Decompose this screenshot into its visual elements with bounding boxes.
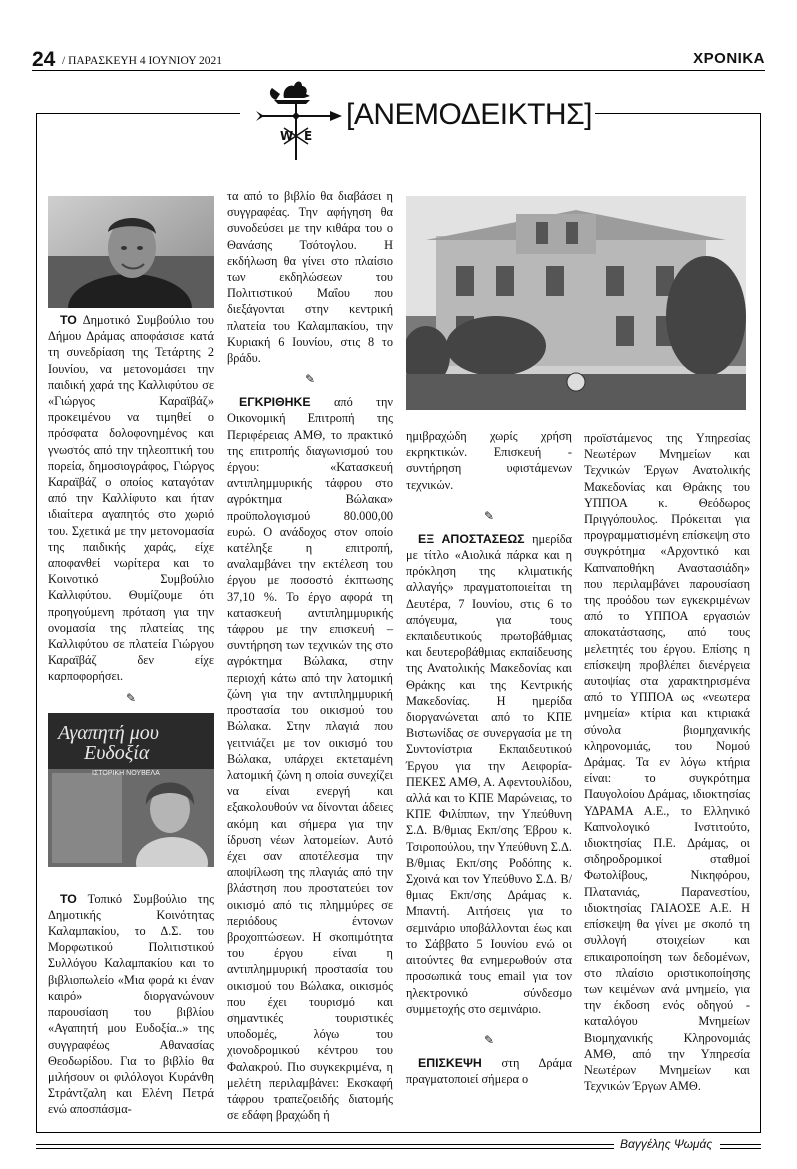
- section-name: ΧΡΟΝΙΚΑ: [693, 50, 765, 67]
- pen-nib-icon: ✎: [304, 372, 316, 387]
- footer-rule: [36, 1148, 614, 1149]
- article-2-text-part1: Τοπικό Συμβούλιο της Δημοτικής Κοινότητας Καλαμπακίου, το Δ.Σ. του Μορφωτικού Πολιτιστικού Συλλόγου Καλαμπακίου και το βιβλιοπωλείο «Μια φορά κι έναν καιρό» διοργανώνουν παρουσίαση του βιβλίου «Αγαπητή μου Ευδοξία..» της συγγραφέως Αθανασίας Θεοδωρίδου. Για το βιβλίο θα μιλήσουν οι φιλόλογοι Κυράνθη Στράντζαλη και Ελένη Πετρά ενώ αποσπάσμα-: [48, 891, 214, 1117]
- separator: [406, 507, 572, 525]
- weathervane-icon: [244, 78, 344, 160]
- page-header: [32, 48, 765, 72]
- article-2-text-part2: τα από το βιβλίο θα διαβάσει η συγγραφέας. Την αφήγηση θα συνοδεύσει με την κιθάρα του ο Θανάσης Τσότογλου. Η εκδήλωση θα γίνει στο πλαίσιο των εκδηλώσεων του Πολιτιστικού Μαΐου που διεξάγονται στην κεντρική πλατεία του Καλαμπακίου, την Κυριακή 6 Ιουνίου, στις 8 το βράδυ.: [227, 189, 393, 366]
- article-2-keyword: ΤΟ: [60, 891, 77, 906]
- article-3-keyword: ΕΓΚΡΙΘΗΚΕ: [239, 395, 311, 410]
- book-cover: [48, 713, 214, 867]
- column-2: [227, 188, 393, 1123]
- author-signature: Βαγγέλης Ψωμάς: [620, 1137, 713, 1151]
- article-3-text-part2: ημιβραχώδη χωρίς χρήση εκρηκτικών. Επισκευή - συντήρηση υφιστάμενων τεχνικών.: [406, 429, 572, 492]
- portrait-photo: [48, 196, 214, 308]
- column-1: [48, 196, 214, 1118]
- article-1-keyword: ΤΟ: [60, 313, 77, 327]
- footer-rule: [720, 1144, 761, 1145]
- article-3-text-part1: από την Οικονομική Επιτροπή της Περιφέρειας ΑΜΘ, το πρακτικό της επιτροπής διαγωνισμού του έργου: «Κατασκευή αντιπλημμυρικής τάφρου στο αγρόκτημα Βώλακα» προϋπολογισμού 80.000,00 ευρώ. Ο ανάδοχος στον οποίο κατέληξε η επιτροπή, αναλαμβάνει την εκτέλεση του έργου με ποσοστό έκπτωσης 37,10 %. Το έργο αφορά τη κατασκευή αντιπλημμυρικής τάφρου με την επισκευή – συντήρηση των τεχνικών της στο αγρόκτημα Βώλακα, στην περιοχή κάτω από την λατομική ζώνη για την αντιπλημμυρική προστασία του οικισμού του Βώλακα. Στην πλαγιά που γειτνιάζει με τον οικισμό του Βώλακα, υπάρχει εκτεταμένη λατομική ζώνη η οποία συνεχίζει να είναι ενεργή και εξακολουθούν να δίνονται άδειες ακόμη και σήμερα για την ίδρυση νέων λατομείων. Αυτό έχει σαν αποτέλεσμα την αποψίλωση της πλαγιάς από την βλάστηση που προστατεύει τον οικισμό από τις πλημμύρες σε περιόδους έντονων βροχοπτώσεων. Η σκοπιμότητα του έργου είναι η αντιπλημμυρική προστασία του οικισμού του Βώλακα, οικισμός που έχει τουρισμό και σημαντικές τουριστικές υποδομές, λόγω του χιονοδρομικού κέντρου του Φαλακρού. Πιο συγκεκριμένα, η μελέτη περιλαμβάνει: Εκσκαφή τάφρου τραπεζοειδής διατομής σε εδάφη βραχώδη ή: [227, 395, 393, 1123]
- article-4-text: ημερίδα με τίτλο «Αιολικά πάρκα και η πρόκληση της κλιματικής αλλαγής» πραγματοποιείται τη Δευτέρα, 7 Ιουνίου, στις 6 το απόγευμα, για τους εκπαιδευτικούς πρωτοβάθμιας και δευτεροβάθμιας εκπαίδευσης της Ανατολικής Μακεδονίας και Θράκης και της Κεντρικής Μακεδονίας. Η ημερίδα διοργανώνεται από το ΚΠΕ Βιστωνίδας σε συνεργασία με τη Συντονίστρια Εκπαιδευτικού Έργου για την Αειφορία- ΠΕΚΕΣ ΑΜΘ, Α. Αφεντουλίδου, αλλά και το ΚΠΕ Μαρώνειας, το ΚΠΕ Φιλίππων, την Υπεύθυνη Σ.Δ. Β/θμιας Εκπ/σης Έβρου κ. Τσιροπούλου, την Υπεύθυνη Σ.Δ. Β/θμιας Εκπ/σης Ροδόπης κ. Σχοινά και τον Υπεύθυνο Σ.Δ. Β/θμιας Εκπ/σης Δράμας κ. Μπαντή. Αιτήσεις για το σεμινάριο υποβάλλονται έως και το Σάββατο 5 Ιουνίου ενώ οι αιτούντες θα ενημερωθούν στα προσωπικά τους email για τον ηλεκτρονικό σύνδεσμο συμμετοχής στο σεμινάριο.: [406, 531, 572, 1016]
- logo-east: E: [304, 129, 313, 143]
- column-title: [ΑΝΕΜΟΔΕΙΚΤΗΣ]: [346, 98, 592, 131]
- pen-nib-icon: ✎: [483, 508, 495, 523]
- article-1-text: Δημοτικό Συμβούλιο του Δήμου Δράμας αποφάσισε κατά τη συνεδρίαση της Τετάρτης 2 Ιουνίου, να μετονομάσει την παιδική χαρά της Καλλιφύτου σε «Γιώργος Καραϊβάζ» προκειμένου να τιμηθεί ο πρόσφατα δολοφονημένος και γνωστός από την τηλεοπτική του πορεία, δημοσιογράφος, Γιώργος Καραϊβάζ ο οποίος καταγόταν από την Καλλίφυτο και ήταν ιδιαίτερα αγαπητός στο χωριό του. Σχετικά με την μετονομασία της παιδικής χαράς, είχε αποφανθεί νωρίτερα και το Κοινοτικό Συμβούλιο Καλλιφύτου. Θυμίζουμε ότι προηγούμενη πρόταση για την ονομασία της πλατείας της Καλλιφύτου σε πλατεία Γιώργου Καραϊβάζ δεν είχε καρποφορήσει.: [48, 313, 214, 684]
- footer-rule: [36, 1144, 614, 1145]
- book-title-line1: Αγαπητή μου: [58, 721, 159, 744]
- page-number: 24: [32, 48, 56, 71]
- header-rule: [32, 70, 765, 71]
- footer-rule: [720, 1148, 761, 1149]
- separator: [406, 1031, 572, 1049]
- column-3: [406, 196, 572, 1087]
- separator: [227, 370, 393, 388]
- pen-nib-icon: ✎: [483, 1032, 495, 1047]
- logo-west: W: [280, 129, 294, 143]
- article-5-text-part1: στη Δράμα πραγματοποιεί σήμερα ο: [406, 1055, 572, 1087]
- issue-date: / ΠΑΡΑΣΚΕΥΗ 4 ΙΟΥΝΙΟΥ 2021: [62, 55, 222, 67]
- article-4-keyword: ΕΞ ΑΠΟΣΤΑΣΕΩΣ: [418, 531, 525, 546]
- article-5-keyword: ΕΠΙΣΚΕΨΗ: [418, 1055, 482, 1070]
- pen-nib-icon: ✎: [125, 690, 137, 705]
- mansion-photo: [406, 196, 746, 410]
- column-4: [584, 430, 750, 1094]
- book-subtitle: ΙΣΤΟΡΙΚΗ ΝΟΥΒΕΛΑ: [92, 769, 160, 777]
- separator: [48, 689, 214, 707]
- book-title-line2: Ευδοξία: [84, 741, 150, 764]
- article-5-text-part2: προϊστάμενος της Υπηρεσίας Νεωτέρων Μνημείων και Τεχνικών Έργων Ανατολικής Μακεδονίας και Θράκης του ΥΠΠΟΑ κ. Θεόδωρος Πριγγόπουλος. Πρόκειται για προγραμματισμένη επίσκεψη στο συγκρότημα «Αρχοντικό και Καπναποθήκη Αναστασιάδη» που περιλαμβάνει παρουσίαση της προόδου των εγκεκριμένων από το ΥΠΠΟΑ εργασιών αποκατάστασης, από τους μελετητές του έργου. Επίσης η επίσκεψη προβλέπει διενέργεια αυτοψίας στα χαρακτηρισμένα από το ΥΠΠΟΑ ως «νεωτερα μνημεία» κτίρια και κτιριακά σύνολα βιομηχανικής κληρονομιάς, του Νομού Δράμας. Τα εν λόγω κτήρια είναι: το συγκρότημα Παυγολοίου Δράμας, ιδιοκτησίας ΥΔΡΑΜΑ Α.Ε., το Ελληνικό Καπνολογικό Ινστιτούτο, ιδιοκτησίας Π.Ε. Δράμας, οι σιδηροδρομικοί σταθμοί Φωτολίβους, Νικηφόρου, Πλατανιάς, Παρανεστίου, ιδιοκτησίας ΓΑΙΑΟΣΕ Α.Ε. Η επίσκεψη θα γίνει με σκοπό τη συλλογή στοιχείων και επικαιροποίηση των δεδομένων, στο πλαίσιο οριστικοποίησης των κειμένων ανά μνημείο, για την έκδοση ενός οδηγού - καταλόγου Μνημείων Βιομηχανικής Κληρονομιάς ΑΜΘ, από την Υπηρεσία Νεωτέρων Μνημείων και Τεχνικών Έργων ΑΜΘ.: [584, 431, 750, 1094]
